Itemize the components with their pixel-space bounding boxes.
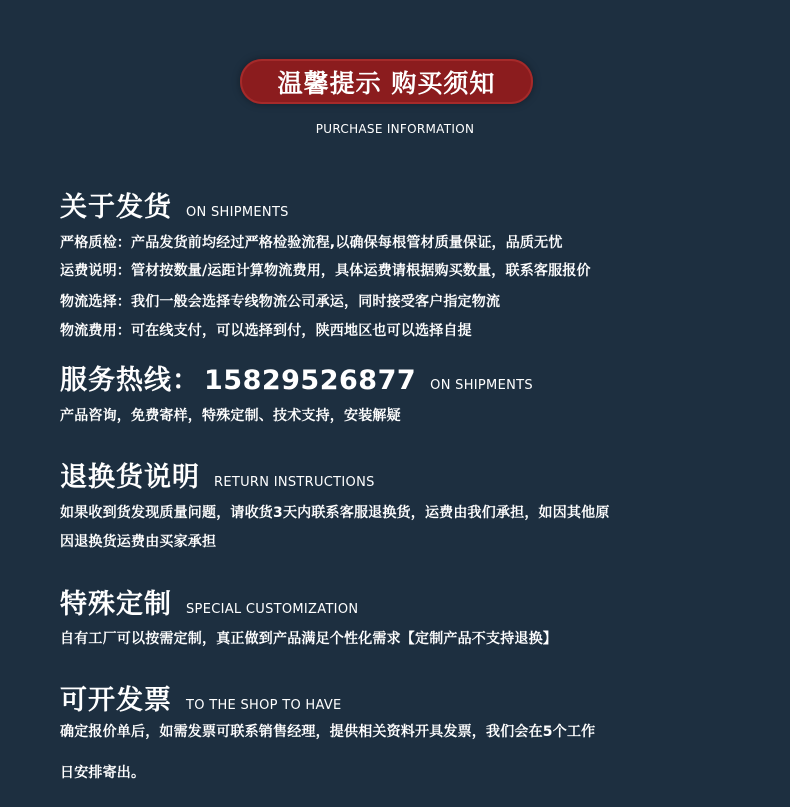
- hotline-title-cn: 服务热线：: [60, 365, 200, 396]
- returns-line: 如果收到货发现质量问题，请收货3天内联系客服退换货，运费由我们承担，如因其他原: [60, 505, 610, 521]
- hotline-line: 产品咨询，免费寄样，特殊定制、技术支持，安装解疑: [60, 408, 401, 424]
- section-title-cn: 退换货说明: [60, 462, 200, 493]
- section-heading-custom: [60, 582, 358, 621]
- section-heading-hotline: [60, 358, 533, 397]
- section-heading-shipping: [60, 185, 289, 224]
- section-title-cn: 可开发票: [60, 685, 172, 716]
- section-title-en: TO THE SHOP TO HAVE: [186, 698, 342, 713]
- hotline-title-en: ON SHIPMENTS: [430, 378, 533, 393]
- section-title-cn: 关于发货: [60, 192, 172, 223]
- hotline-phone: 15829526877: [204, 365, 417, 396]
- section-heading-returns: [60, 455, 375, 494]
- section-heading-invoice: [60, 678, 342, 717]
- shipping-line: 严格质检：产品发货前均经过严格检验流程,以确保每根管材质量保证，品质无忧: [60, 235, 563, 251]
- page-subtitle: PURCHASE INFORMATION: [315, 122, 475, 136]
- shipping-line: 运费说明：管材按数量/运距计算物流费用，具体运费请根据购买数量，联系客服报价: [60, 263, 591, 279]
- shipping-line: 物流选择：我们一般会选择专线物流公司承运，同时接受客户指定物流: [60, 294, 501, 310]
- invoice-line: 确定报价单后，如需发票可联系销售经理，提供相关资料开具发票，我们会在5个工作: [60, 724, 596, 740]
- banner-title-text: 温馨提示 购买须知: [277, 68, 496, 98]
- returns-line: 因退换货运费由买家承担: [60, 534, 217, 550]
- section-title-en: RETURN INSTRUCTIONS: [214, 475, 375, 490]
- banner-title: [240, 59, 533, 104]
- section-title-en: SPECIAL CUSTOMIZATION: [186, 602, 359, 617]
- shipping-line: 物流费用：可在线支付，可以选择到付，陕西地区也可以选择自提: [60, 323, 472, 339]
- section-title-en: ON SHIPMENTS: [186, 205, 289, 220]
- invoice-line: 日安排寄出。: [60, 765, 146, 781]
- section-title-cn: 特殊定制: [60, 589, 172, 620]
- custom-line: 自有工厂可以按需定制，真正做到产品满足个性化需求【定制产品不支持退换】: [60, 631, 557, 647]
